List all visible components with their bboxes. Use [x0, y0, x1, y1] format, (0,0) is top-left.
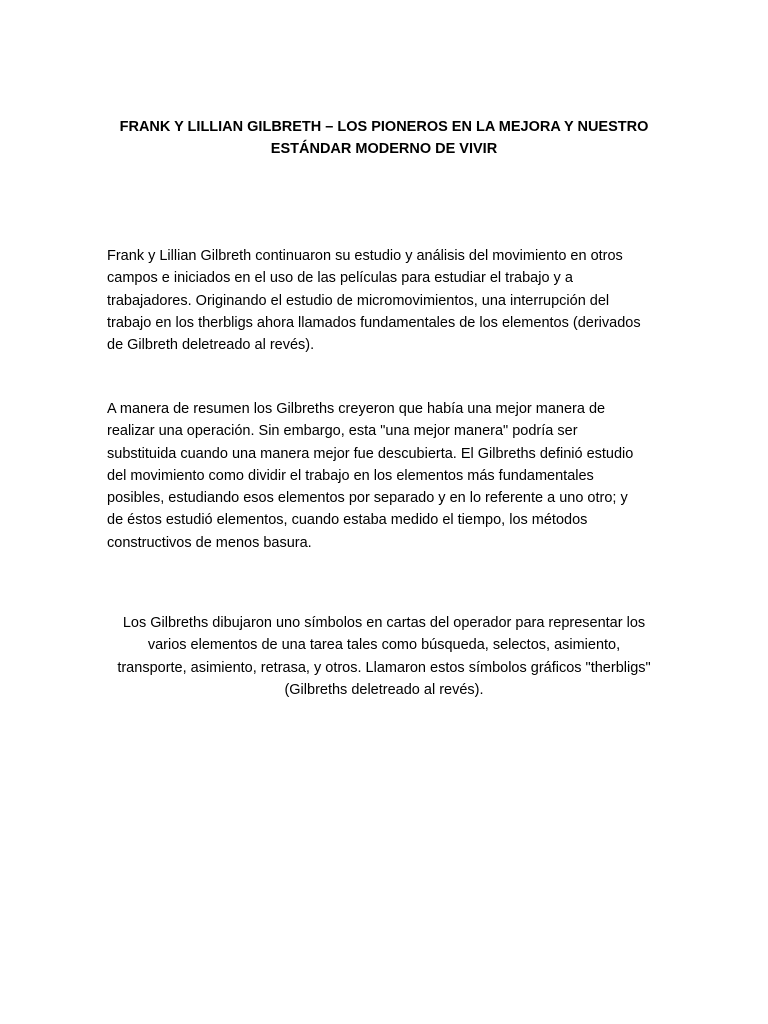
- paragraph-line: campos e iniciados en el uso de las películas para estudiar el trabajo y a: [107, 270, 573, 287]
- paragraph-line: Los Gilbreths dibujaron uno símbolos en cartas del operador para representar los: [122, 615, 646, 631]
- title-line: ESTÁNDAR MODERNO DE VIVIR: [270, 141, 498, 157]
- paragraph-line: varios elementos de una tarea tales como búsqueda, selectos, asimiento,: [147, 637, 621, 654]
- paragraph-line: del movimiento como dividir el trabajo en los elementos más fundamentales: [107, 467, 594, 484]
- paragraph-line: substituida cuando una manera mejor fue descubierta. El Gilbreths definió estudio: [107, 445, 634, 462]
- paragraph-line: realizar una operación. Sin embargo, esta "una mejor manera" podría ser: [107, 423, 578, 440]
- paragraph-line: transporte, asimiento, retrasa, y otros. Llamaron estos símbolos gráficos "therbligs": [117, 659, 651, 676]
- paragraph-line: de éstos estudió elementos, cuando estaba medido el tiempo, los métodos: [107, 512, 588, 529]
- paragraph-line: constructivos de menos basura.: [107, 534, 312, 551]
- document-title: [96, 116, 672, 160]
- paragraph-line: de Gilbreth deletreado al revés).: [107, 337, 315, 354]
- paragraph-line: (Gilbreths deletreado al revés).: [284, 681, 484, 698]
- paragraph-line: trabajo en los therbligs ahora llamados fundamentales de los elementos (derivados: [107, 314, 641, 331]
- paragraph-line: A manera de resumen los Gilbreths creyeron que había una mejor manera de: [107, 401, 606, 417]
- paragraph-2: [107, 398, 667, 554]
- paragraph-line: posibles, estudiando esos elementos por separado y en lo referente a uno otro; y: [107, 490, 628, 507]
- paragraph-line: Frank y Lillian Gilbreth continuaron su estudio y análisis del movimiento en otros: [107, 248, 623, 264]
- title-line: FRANK Y LILLIAN GILBRETH – LOS PIONEROS EN LA MEJORA Y NUESTRO: [119, 119, 649, 135]
- paragraph-1: [107, 245, 667, 356]
- paragraph-line: trabajadores. Originando el estudio de micromovimientos, una interrupción del: [107, 292, 610, 309]
- paragraph-3: [96, 612, 672, 701]
